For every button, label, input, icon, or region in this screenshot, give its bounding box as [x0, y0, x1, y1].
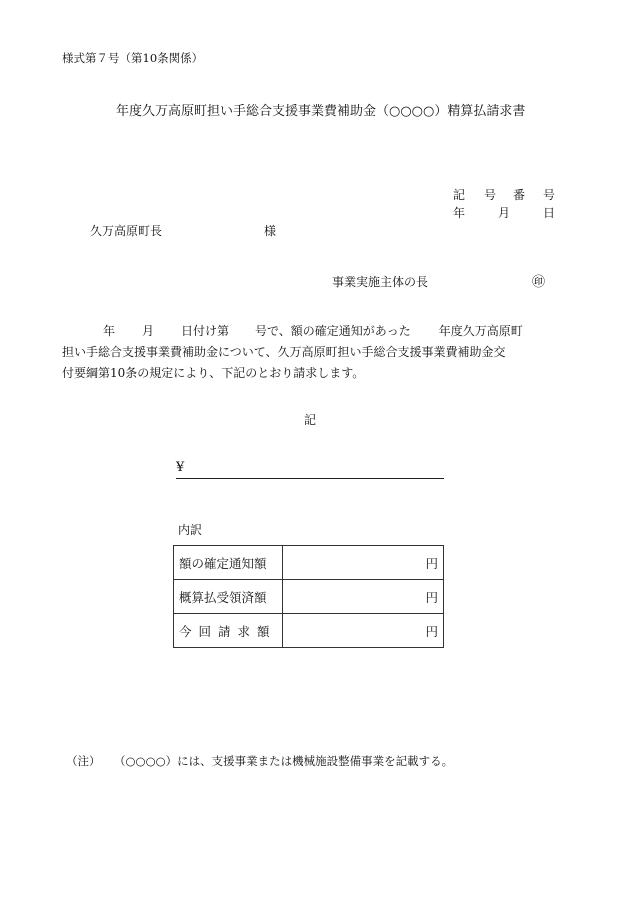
seal-mark: ㊞ — [532, 275, 546, 290]
document-title: 年度久万高原町担い手総合支援事業費補助金（○○○○）精算払請求書 — [116, 104, 526, 119]
ref-gou1: 号 — [484, 188, 497, 202]
row-unit: 円 — [283, 546, 444, 580]
request-body — [62, 321, 572, 384]
body-year: 年 — [103, 324, 116, 338]
table-row — [174, 614, 444, 648]
date-year: 年 — [453, 206, 466, 220]
body-line-3: 付要綱第10条の規定により、下記のとおり請求します。 — [62, 366, 365, 380]
form-number: 様式第７号（第10条関係） — [62, 51, 204, 65]
yen-symbol: ¥ — [176, 460, 185, 475]
ref-kigou: 記 — [453, 188, 466, 202]
table-row — [174, 580, 444, 614]
row-label: 額の確定通知額 — [174, 546, 283, 580]
applicant-label: 事業実施主体の長 — [332, 275, 429, 289]
row-unit: 円 — [283, 614, 444, 648]
breakdown-heading: 内訳 — [178, 523, 203, 537]
recipient-name: 久万高原町長 — [90, 224, 163, 238]
body-line1-end: 年度久万高原町 — [438, 324, 523, 338]
body-line-1 — [62, 321, 572, 342]
amount-line — [176, 460, 444, 479]
body-line1-rest: 号で、額の確定通知があった — [255, 324, 411, 338]
note-marker: （注） — [66, 754, 101, 768]
ref-gou2: 号 — [543, 188, 556, 202]
body-month: 月 — [142, 324, 155, 338]
date-day: 日 — [543, 206, 556, 220]
row-label: 今回請求額 — [174, 614, 283, 648]
note-text: （○○○○）には、支援事業または機械施設整備事業を記載する。 — [114, 754, 454, 768]
breakdown-table — [173, 545, 444, 648]
row-label: 概算払受領済額 — [174, 580, 283, 614]
table-row — [174, 546, 444, 580]
ref-ban: 番 — [513, 188, 526, 202]
recipient-honorific: 様 — [264, 224, 277, 238]
body-day-no: 日付け第 — [181, 324, 230, 338]
date-month: 月 — [498, 206, 511, 220]
ki-heading: 記 — [304, 413, 317, 427]
body-line-2: 担い手総合支援事業費補助金について、久万高原町担い手総合支援事業費補助金交 — [62, 345, 506, 359]
row-unit: 円 — [283, 580, 444, 614]
